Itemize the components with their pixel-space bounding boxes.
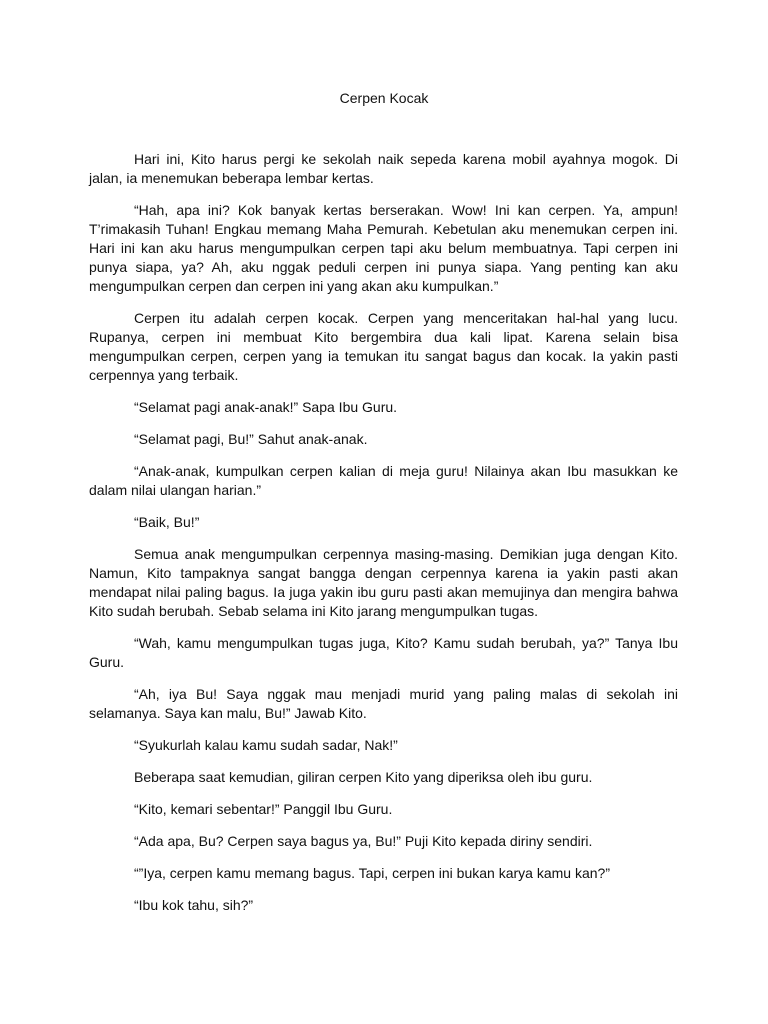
paragraph: Hari ini, Kito harus pergi ke sekolah naik sepeda karena mobil ayahnya mogok. Di jalan, ia menemukan beberapa lembar kertas.: [89, 151, 678, 186]
paragraph: Beberapa saat kemudian, giliran cerpen Kito yang diperiksa oleh ibu guru.: [134, 769, 593, 785]
paragraph: “Selamat pagi anak-anak!” Sapa Ibu Guru.: [134, 399, 398, 415]
paragraph: Semua anak mengumpulkan cerpennya masing-masing. Demikian juga dengan Kito. Namun, Kito tampaknya sangat bangga dengan cerpennya karena ia yakin pasti akan mendapat nilai paling bagus. Ia juga yakin ibu guru pasti akan memujinya dan mengira bahwa Kito sudah berubah. Sebab selama ini Kito jarang mengumpulkan tugas.: [89, 546, 678, 619]
paragraph: “Ibu kok tahu, sih?”: [134, 897, 254, 913]
paragraph: “Ah, iya Bu! Saya nggak mau menjadi murid yang paling malas di sekolah ini selamanya. Saya kan malu, Bu!” Jawab Kito.: [89, 686, 678, 721]
paragraph: “Syukurlah kalau kamu sudah sadar, Nak!”: [134, 737, 398, 753]
document-body: [89, 150, 678, 928]
paragraph: Cerpen itu adalah cerpen kocak. Cerpen yang menceritakan hal-hal yang lucu. Rupanya, cerpen ini membuat Kito bergembira dua kali lipat. Karena selain bisa mengumpulkan cerpen, cerpen yang ia temukan itu sangat bagus dan kocak. Ia yakin pasti cerpennya yang terbaik.: [89, 310, 678, 383]
document-title: Cerpen Kocak: [339, 90, 429, 106]
paragraph: “Wah, kamu mengumpulkan tugas juga, Kito? Kamu sudah berubah, ya?” Tanya Ibu Guru.: [89, 635, 678, 670]
paragraph: “Ada apa, Bu? Cerpen saya bagus ya, Bu!” Puji Kito kepada diriny sendiri.: [134, 833, 593, 849]
paragraph: “Selamat pagi, Bu!” Sahut anak-anak.: [134, 431, 368, 447]
paragraph: “”Iya, cerpen kamu memang bagus. Tapi, cerpen ini bukan karya kamu kan?”: [134, 865, 610, 881]
paragraph: “Baik, Bu!”: [134, 514, 200, 530]
paragraph: “Anak-anak, kumpulkan cerpen kalian di meja guru! Nilainya akan Ibu masukkan ke dalam nilai ulangan harian.”: [89, 463, 678, 498]
paragraph: “Kito, kemari sebentar!” Panggil Ibu Guru.: [134, 801, 393, 817]
paragraph: “Hah, apa ini? Kok banyak kertas berserakan. Wow! Ini kan cerpen. Ya, ampun! T’rimakasih Tuhan! Engkau memang Maha Pemurah. Kebetulan aku menemukan cerpen ini. Hari ini kan aku harus mengumpulkan cerpen tapi aku belum membuatnya. Tapi cerpen ini punya siapa, ya? Ah, aku nggak peduli cerpen ini punya siapa. Yang penting kan aku mengumpulkan cerpen dan cerpen ini yang akan aku kumpulkan.”: [89, 202, 678, 294]
